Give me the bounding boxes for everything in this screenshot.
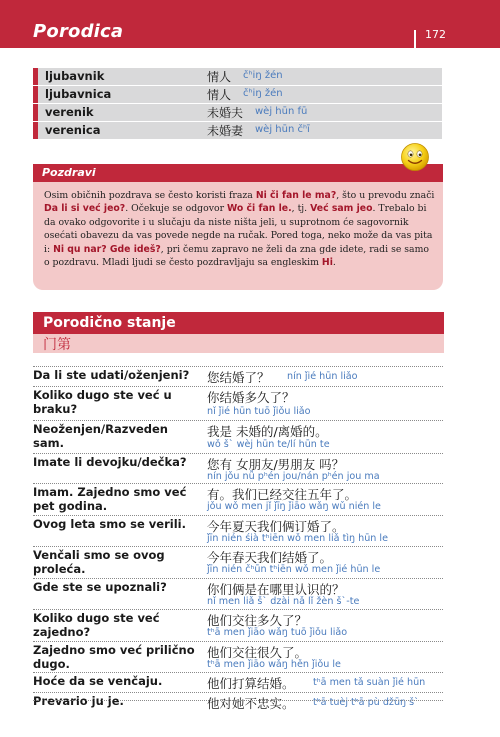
note-highlight: Da li si već jeo? xyxy=(44,203,126,215)
phrase-pinyin: wǒ š` wèj hūn te/lí hūn te xyxy=(207,439,330,450)
vocab-hanzi: 情人 xyxy=(207,70,232,84)
note-text: , pri čemu zapravo ne želi da zna gde idete, radi se samo o pozdravu. Mladi ljudi se često pozdravljaju sa engleskim xyxy=(44,243,430,269)
note-text: . Očekuje se odgovor xyxy=(125,203,227,215)
note-text: , što u prevodu znači xyxy=(336,190,435,201)
vocab-row xyxy=(33,86,442,103)
vocab-row xyxy=(33,68,442,85)
note-highlight: Ni qu nar? Gde ideš? xyxy=(53,243,161,255)
section-title: Porodično stanje xyxy=(43,315,176,331)
row-accent-bar xyxy=(33,68,38,85)
vocab-row xyxy=(33,104,442,121)
phrase-row xyxy=(33,453,443,483)
vocab-term: verenik xyxy=(45,105,94,119)
phrase-serbian: Zajedno smo već prilično dugo. xyxy=(33,643,195,671)
vocab-table xyxy=(33,68,442,140)
phrase-row xyxy=(33,546,443,578)
phrase-chinese: 今年春天我们结婚了。 xyxy=(207,550,333,565)
smiley-icon xyxy=(400,142,430,172)
row-accent-bar xyxy=(33,104,38,121)
vocab-pinyin: čʰiŋ žén xyxy=(243,70,283,81)
note-text: . xyxy=(332,257,336,269)
phrase-pinyin: nǐ ǰié hūn tuō ǰiǒu liǎo xyxy=(207,406,311,417)
phrase-pinyin: tʰā men tǎ suàn ǰié hūn xyxy=(313,677,426,688)
greetings-note-box xyxy=(33,164,443,290)
phrase-pinyin: nín jǒu nǚ pʰén jou/nán pʰén jou ma xyxy=(207,471,380,482)
vocab-row xyxy=(33,122,442,139)
phrase-chinese: 他们交往很久了。 xyxy=(207,645,308,660)
phrase-pinyin: nǐ men liǎ š` dzài nǎ lǐ žèn š`-te xyxy=(207,596,360,607)
note-highlight: Hi xyxy=(321,257,333,269)
phrase-list-end-rule xyxy=(33,700,443,701)
phrase-serbian: Gde ste se upoznali? xyxy=(33,580,167,594)
note-text: Osim običnih pozdrava se često koristi fraza xyxy=(44,190,256,201)
phrase-row xyxy=(33,672,443,692)
phrase-serbian: Imate li devojku/dečka? xyxy=(33,455,187,469)
phrase-row xyxy=(33,515,443,546)
vocab-hanzi: 未婚夫 xyxy=(207,106,244,120)
phrase-chinese: 他对她不忠实。 xyxy=(207,696,295,711)
section-subtitle: 门第 xyxy=(43,337,71,353)
phrase-pinyin: tʰā men ǰiāo wǎŋ tuō ǰiǒu liǎo xyxy=(207,627,348,638)
phrase-chinese: 你们俩是在哪里认识的？ xyxy=(207,582,345,597)
vocab-pinyin: wèj hūn fū xyxy=(255,106,308,117)
vocab-pinyin: čʰiŋ žén xyxy=(243,88,283,99)
phrase-row xyxy=(33,609,443,641)
phrase-pinyin: jǒu wǒ men jǐ ǰīŋ ǰiāo wǎŋ wǔ nién le xyxy=(207,501,381,512)
phrase-serbian: Venčali smo se ovog proleća. xyxy=(33,548,165,576)
note-text: . Trebalo bi da ovako odgovorite i u slučaju da niste ništa jeli, u suprotnom će sagovornik osećati obavezu da vas povede negde na ručak. Pored toga, neko može da vas pita i: xyxy=(44,203,433,255)
section-header xyxy=(33,312,444,353)
page-number: 172 xyxy=(425,28,446,41)
vocab-hanzi: 情人 xyxy=(207,88,232,102)
section-title-bar xyxy=(33,312,444,334)
row-accent-bar xyxy=(33,122,38,139)
phrase-row xyxy=(33,386,443,420)
phrase-chinese: 您结婚了？ xyxy=(207,370,270,385)
phrase-serbian: Imam. Zajedno smo već pet godina. xyxy=(33,485,187,513)
phrase-pinyin: tʰā tuèj tʰā pù džūŋ š` xyxy=(313,697,419,708)
phrase-serbian: Da li ste udati/oženjeni? xyxy=(33,368,190,382)
note-highlight: Već sam jeo xyxy=(310,203,373,215)
phrase-pinyin: nín ǰié hūn liǎo xyxy=(287,371,358,382)
phrase-chinese: 今年夏天我们俩订婚了。 xyxy=(207,519,345,534)
vocab-pinyin: wèj hūn čʰī xyxy=(255,124,310,135)
greetings-note-title: Pozdravi xyxy=(42,166,96,179)
page-title: Porodica xyxy=(33,21,124,42)
phrase-row xyxy=(33,692,443,712)
phrase-pinyin: ǰīn nién čʰūn tʰiēn wǒ men ǰié hūn le xyxy=(207,564,381,575)
note-text: , tj. xyxy=(291,203,311,215)
phrase-row xyxy=(33,578,443,609)
phrase-chinese: 您有 女朋友/男朋友 吗？ xyxy=(207,457,345,472)
note-highlight: Ni či fan le ma? xyxy=(255,190,337,201)
header-divider xyxy=(414,30,416,48)
vocab-term: ljubavnik xyxy=(45,69,105,83)
phrase-serbian: Hoće da se venčaju. xyxy=(33,674,163,688)
phrase-serbian: Koliko dugo ste već u braku? xyxy=(33,388,172,416)
phrase-chinese: 他们打算结婚。 xyxy=(207,676,295,691)
phrase-serbian: Prevario ju je. xyxy=(33,694,124,708)
phrase-row xyxy=(33,641,443,672)
vocab-term: verenica xyxy=(45,123,101,137)
vocab-hanzi: 未婚妻 xyxy=(207,124,244,138)
phrase-row xyxy=(33,483,443,515)
vocab-term: ljubavnica xyxy=(45,87,112,101)
phrase-chinese: 你结婚多久了？ xyxy=(207,390,295,405)
phrase-chinese: 我是 未婚的/离婚的。 xyxy=(207,424,328,439)
phrase-pinyin: tʰā men ǰiāo wǎŋ hěn ǰiǒu le xyxy=(207,659,341,670)
phrase-chinese: 他们交往多久了？ xyxy=(207,613,308,628)
row-accent-bar xyxy=(33,86,38,103)
phrase-pinyin: ǰīn nién śià tʰiēn wǒ men liǎ tìŋ hūn le xyxy=(207,533,388,544)
phrase-row xyxy=(33,420,443,453)
phrase-list xyxy=(33,366,443,712)
page-header xyxy=(0,0,500,48)
note-highlight: Wo či fan le. xyxy=(226,203,292,215)
phrase-chinese: 有。我们已经交往五年了。 xyxy=(207,487,358,502)
greetings-note-text xyxy=(44,189,436,269)
phrase-serbian: Neoženjen/Razveden sam. xyxy=(33,422,168,450)
phrase-serbian: Ovog leta smo se verili. xyxy=(33,517,186,531)
greetings-note-header xyxy=(33,164,443,182)
phrase-serbian: Koliko dugo ste već zajedno? xyxy=(33,611,160,639)
phrase-row xyxy=(33,366,443,386)
